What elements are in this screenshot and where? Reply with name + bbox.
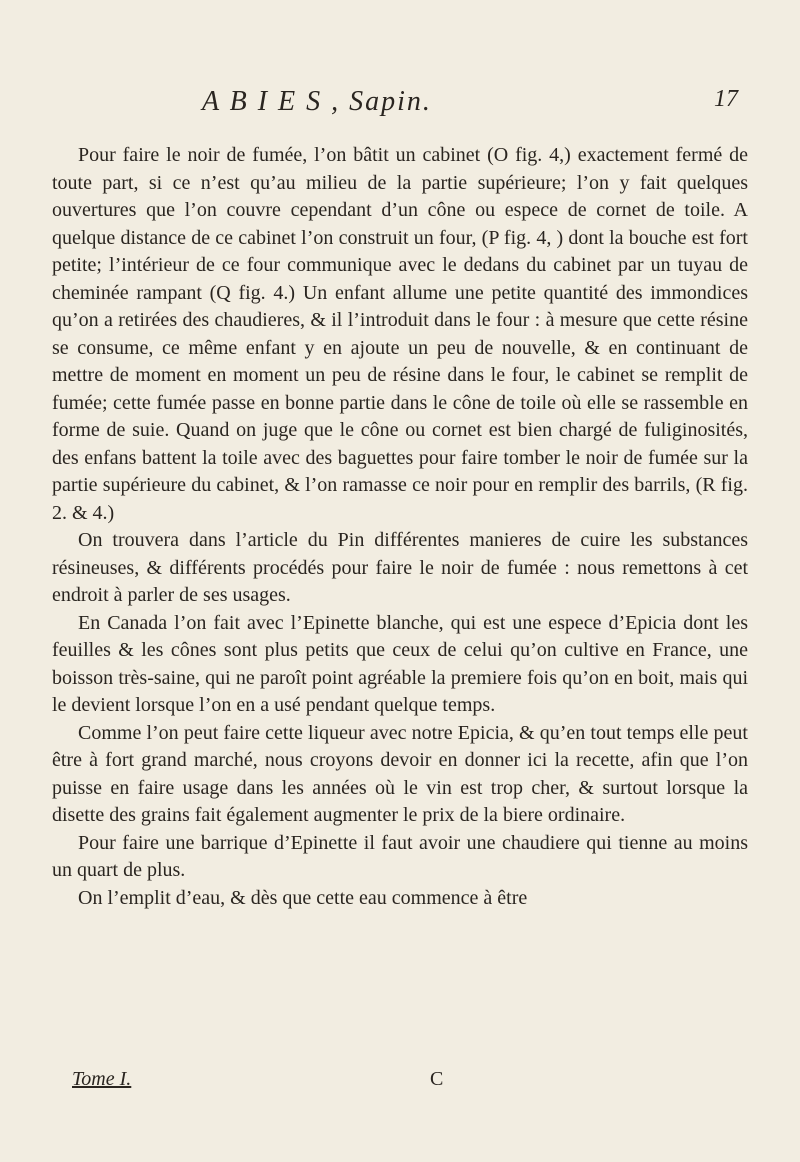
paragraph-canada-epinette: En Canada l’on fait avec l’Epinette blanche, qui est une espece d’Epicia dont les feuilles & les cônes sont plus petits que ceux de celui qu’on cultive en France, une boisson très-saine, qui ne paroît point agréable la premiere fois qu’on en boit, mais qui le devient lorsque l’on en a usé pendant quelque temps. (52, 611, 748, 716)
signature-mark: C (430, 1068, 444, 1090)
page-header (52, 86, 748, 126)
running-title: A B I E S , Sapin. (202, 86, 432, 117)
paragraph-barrique: Pour faire une barrique d’Epinette il faut avoir une chaudiere qui tienne au moins un quart de plus. (52, 831, 748, 881)
paragraph-emplir: On l’emplit d’eau, & dès que cette eau commence à être (78, 886, 528, 909)
volume-label: Tome I. (72, 1068, 132, 1090)
page-footer (52, 1068, 748, 1098)
paragraph-noir-de-fumee: Pour faire le noir de fumée, l’on bâtit un cabinet (O fig. 4,) exactement fermé de toute part, si ce n’est qu’au milieu de la partie supérieure; l’on y fait quelques ouvertures que l’on couvre cependant d’un cône ou espece de cornet de toile. A quelque distance de ce cabinet l’on construit un four, (P fig. 4, ) dont la bouche est fort petite; l’intérieur de ce four communique avec le dedans du cabinet par un tuyau de cheminée rampant (Q fig. 4.) Un enfant allume une petite quantité des immondices qu’on a retirées des chaudieres, & il l’introduit dans le four : à mesure que cette résine se consume, ce même enfant y en ajoute un peu de nouvelle, & en continuant de mettre de moment en moment un peu de résine dans le four, le cabinet se remplit de fumée; cette fumée passe en bonne partie dans le cône de toile où elle se rassemble en forme de suie. Quand on juge que le cône ou cornet est bien chargé de fuliginosités, des enfans battent la toile avec des baguettes pour faire tomber le noir de fumée sur la partie supérieure du cabinet, & l’on ramasse ce noir pour en remplir des barrils, (R fig. 2. & 4.) (52, 144, 748, 524)
body-text (52, 142, 748, 912)
page-number: 17 (714, 86, 738, 112)
paragraph-recette: Comme l’on peut faire cette liqueur avec notre Epicia, & qu’en tout temps elle peut être à fort grand marché, nous croyons devoir en donner ici la recette, afin que l’on puisse en faire usage dans les années où le vin est trop cher, & surtout lorsque la disette des grains fait également augmenter le prix de la biere ordinaire. (52, 721, 748, 826)
paragraph-article-du-pin: On trouvera dans l’article du Pin différentes manieres de cuire les substances résineuses, & différents procédés pour faire le noir de fumée : nous remettons à cet endroit à parler de ses usages. (52, 529, 748, 606)
